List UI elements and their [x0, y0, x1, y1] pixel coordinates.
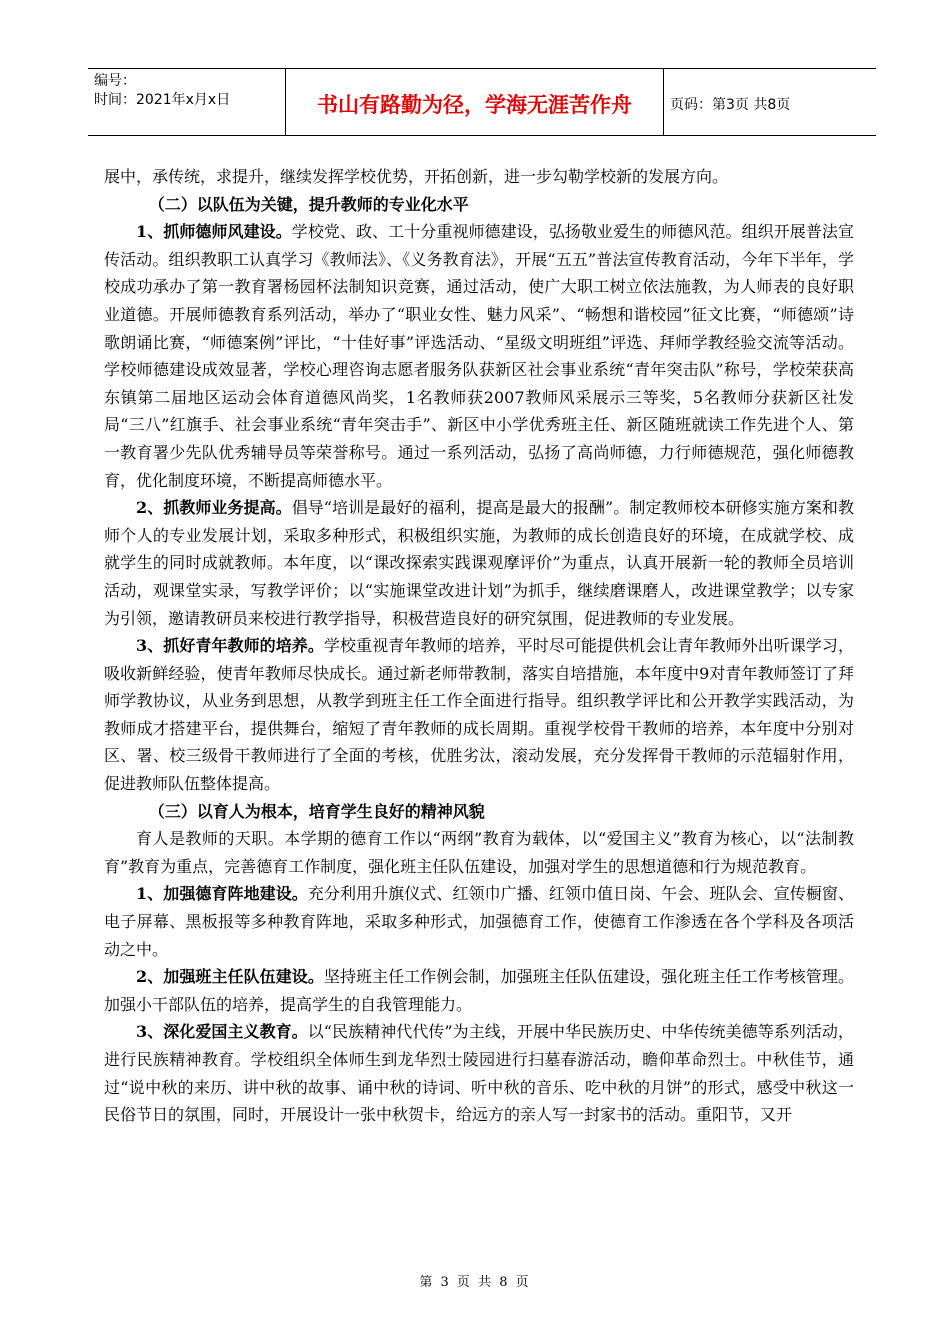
header-page-label: 页码：第3页 共8页 — [670, 97, 791, 113]
paragraph-teacher-ethics — [104, 218, 854, 494]
paragraph-text: 坚持班主任工作例会制，加强班主任队伍建设，强化班主任工作考核管理。加强小干部队伍的培养，提高学生的自我管理能力。 — [104, 967, 854, 1014]
paragraph-teacher-skills — [104, 494, 854, 632]
paragraph-text: 倡导“培训是最好的福利，提高是最大的报酬”。制定教师校本研修实施方案和教师个人的专业发展计划，采取多种形式，积极组织实施，为教师的成长创造良好的环境，在成就学校、成就学生的同时成就教师。本年度，以“课改探索实践课观摩评价”为重点，认真开展新一轮的教师全员培训活动，观课堂实录，写教学评价；以“实施课堂改进计划”为抓手，继续磨课磨人，改进课堂教学；以专家为引领，邀请教研员来校进行教学指导，积极营造良好的研究氛围，促进教师的专业发展。 — [104, 498, 854, 628]
header-motto: 书山有路勤为径，学海无涯苦作舟 — [286, 69, 664, 135]
paragraph-text: 学校党、政、工十分重视师德建设，弘扬敬业爱生的师德风范。组织开展普法宣传活动。组织教职工认真学习《教师法》、《义务教育法》，开展“五五”普法宣传教育活动，今年下半年，学校成功承办了第一教育署杨园杯法制知识竞赛，通过活动，使广大职工树立依法施教，为人师表的良好职业道德。开展师德教育系列活动，举办了“职业女性、魅力风采”、“畅想和谐校园”征文比赛，“师德颂”诗歌朗诵比赛，“师德案例”评比，“十佳好事”评选活动、“星级文明班组”评选、拜师学教经验交流等活动。学校师德建设成效显著，学校心理咨询志愿者服务队获新区社会事业系统“青年突击队”称号，学校荣获高东镇第二届地区运动会体育道德风尚奖，1名教师获2007教师风采展示三等奖，5名教师分获新区社发局“三八”红旗手、社会事业系统“青年突击手”、新区中小学优秀班主任、新区随班就读工作先进个人、第一教育署少先队优秀辅导员等荣誉称号。通过一系列活动，弘扬了高尚师德，力行师德规范，强化师德教育，优化制度环境，不断提高师德水平。 — [104, 222, 854, 490]
page-footer: 第 3 页 共 8 页 — [419, 1275, 531, 1290]
paragraph-title: 2、加强班主任队伍建设。 — [136, 967, 324, 987]
paragraph-class-teachers — [104, 963, 854, 1018]
paragraph-title: 3、抓好青年教师的培养。 — [136, 636, 324, 656]
paragraph-moral-base — [104, 880, 854, 963]
page-header — [88, 68, 876, 136]
document-body — [104, 163, 854, 1129]
paragraph-title: 2、抓教师业务提高。 — [136, 498, 292, 518]
paragraph-patriotism — [104, 1018, 854, 1128]
paragraph-title: 1、抓师德师风建设。 — [136, 222, 292, 242]
document-time-label: 时间：2021年x月x日 — [94, 92, 231, 108]
document-number-label: 编号： — [94, 73, 136, 89]
section-heading-2: （二）以队伍为关键，提升教师的专业化水平 — [148, 194, 469, 214]
paragraph-moral-education: 育人是教师的天职。本学期的德育工作以“两纲”教育为载体，以“爱国主义”教育为核心，以“法制教育”教育为重点，完善德育工作制度，强化班主任队伍建设，加强对学生的思想道德和行为规范教育。 — [104, 829, 854, 876]
paragraph-text: 学校重视青年教师的培养，平时尽可能提供机会让青年教师外出听课学习，吸收新鲜经验，使青年教师尽快成长。通过新老师带教制，落实自培措施，本年度中9对青年教师签订了拜师学教协议，从业务到思想，从教学到班主任工作全面进行指导。组织教学评比和公开教学实践活动，为教师成才搭建平台，提供舞台，缩短了青年教师的成长周期。重视学校骨干教师的培养，本年度中分别对区、署、校三级骨干教师进行了全面的考核，优胜劣汰，滚动发展，充分发挥骨干教师的示范辐射作用，促进教师队伍整体提高。 — [104, 636, 854, 794]
paragraph-text: 充分利用升旗仪式、红领巾广播、红领巾值日岗、午会、班队会、宣传橱窗、电子屏幕、黑板报等多种教育阵地，采取多种形式，加强德育工作，使德育工作渗透在各个学科及各项活动之中。 — [104, 884, 854, 959]
paragraph-text: 以“民族精神代代传”为主线，开展中华民族历史、中华传统美德等系列活动，进行民族精神教育。学校组织全体师生到龙华烈士陵园进行扫墓春游活动，瞻仰革命烈士。中秋佳节，通过“说中秋的来历、讲中秋的故事、诵中秋的诗词、听中秋的音乐、吃中秋的月饼”的形式，感受中秋这一民俗节日的氛围，同时，开展设计一张中秋贺卡，给远方的亲人写一封家书的活动。重阳节，又开 — [104, 1022, 854, 1125]
header-meta — [88, 69, 286, 135]
paragraph-title: 3、深化爱国主义教育。 — [136, 1022, 308, 1042]
paragraph-continuation: 展中，承传统，求提升，继续发挥学校优势，开拓创新，进一步勾勒学校新的发展方向。 — [104, 167, 729, 186]
paragraph-young-teachers — [104, 632, 854, 798]
section-heading-3: （三）以育人为根本，培育学生良好的精神风貌 — [148, 801, 485, 821]
paragraph-title: 1、加强德育阵地建设。 — [136, 884, 308, 904]
